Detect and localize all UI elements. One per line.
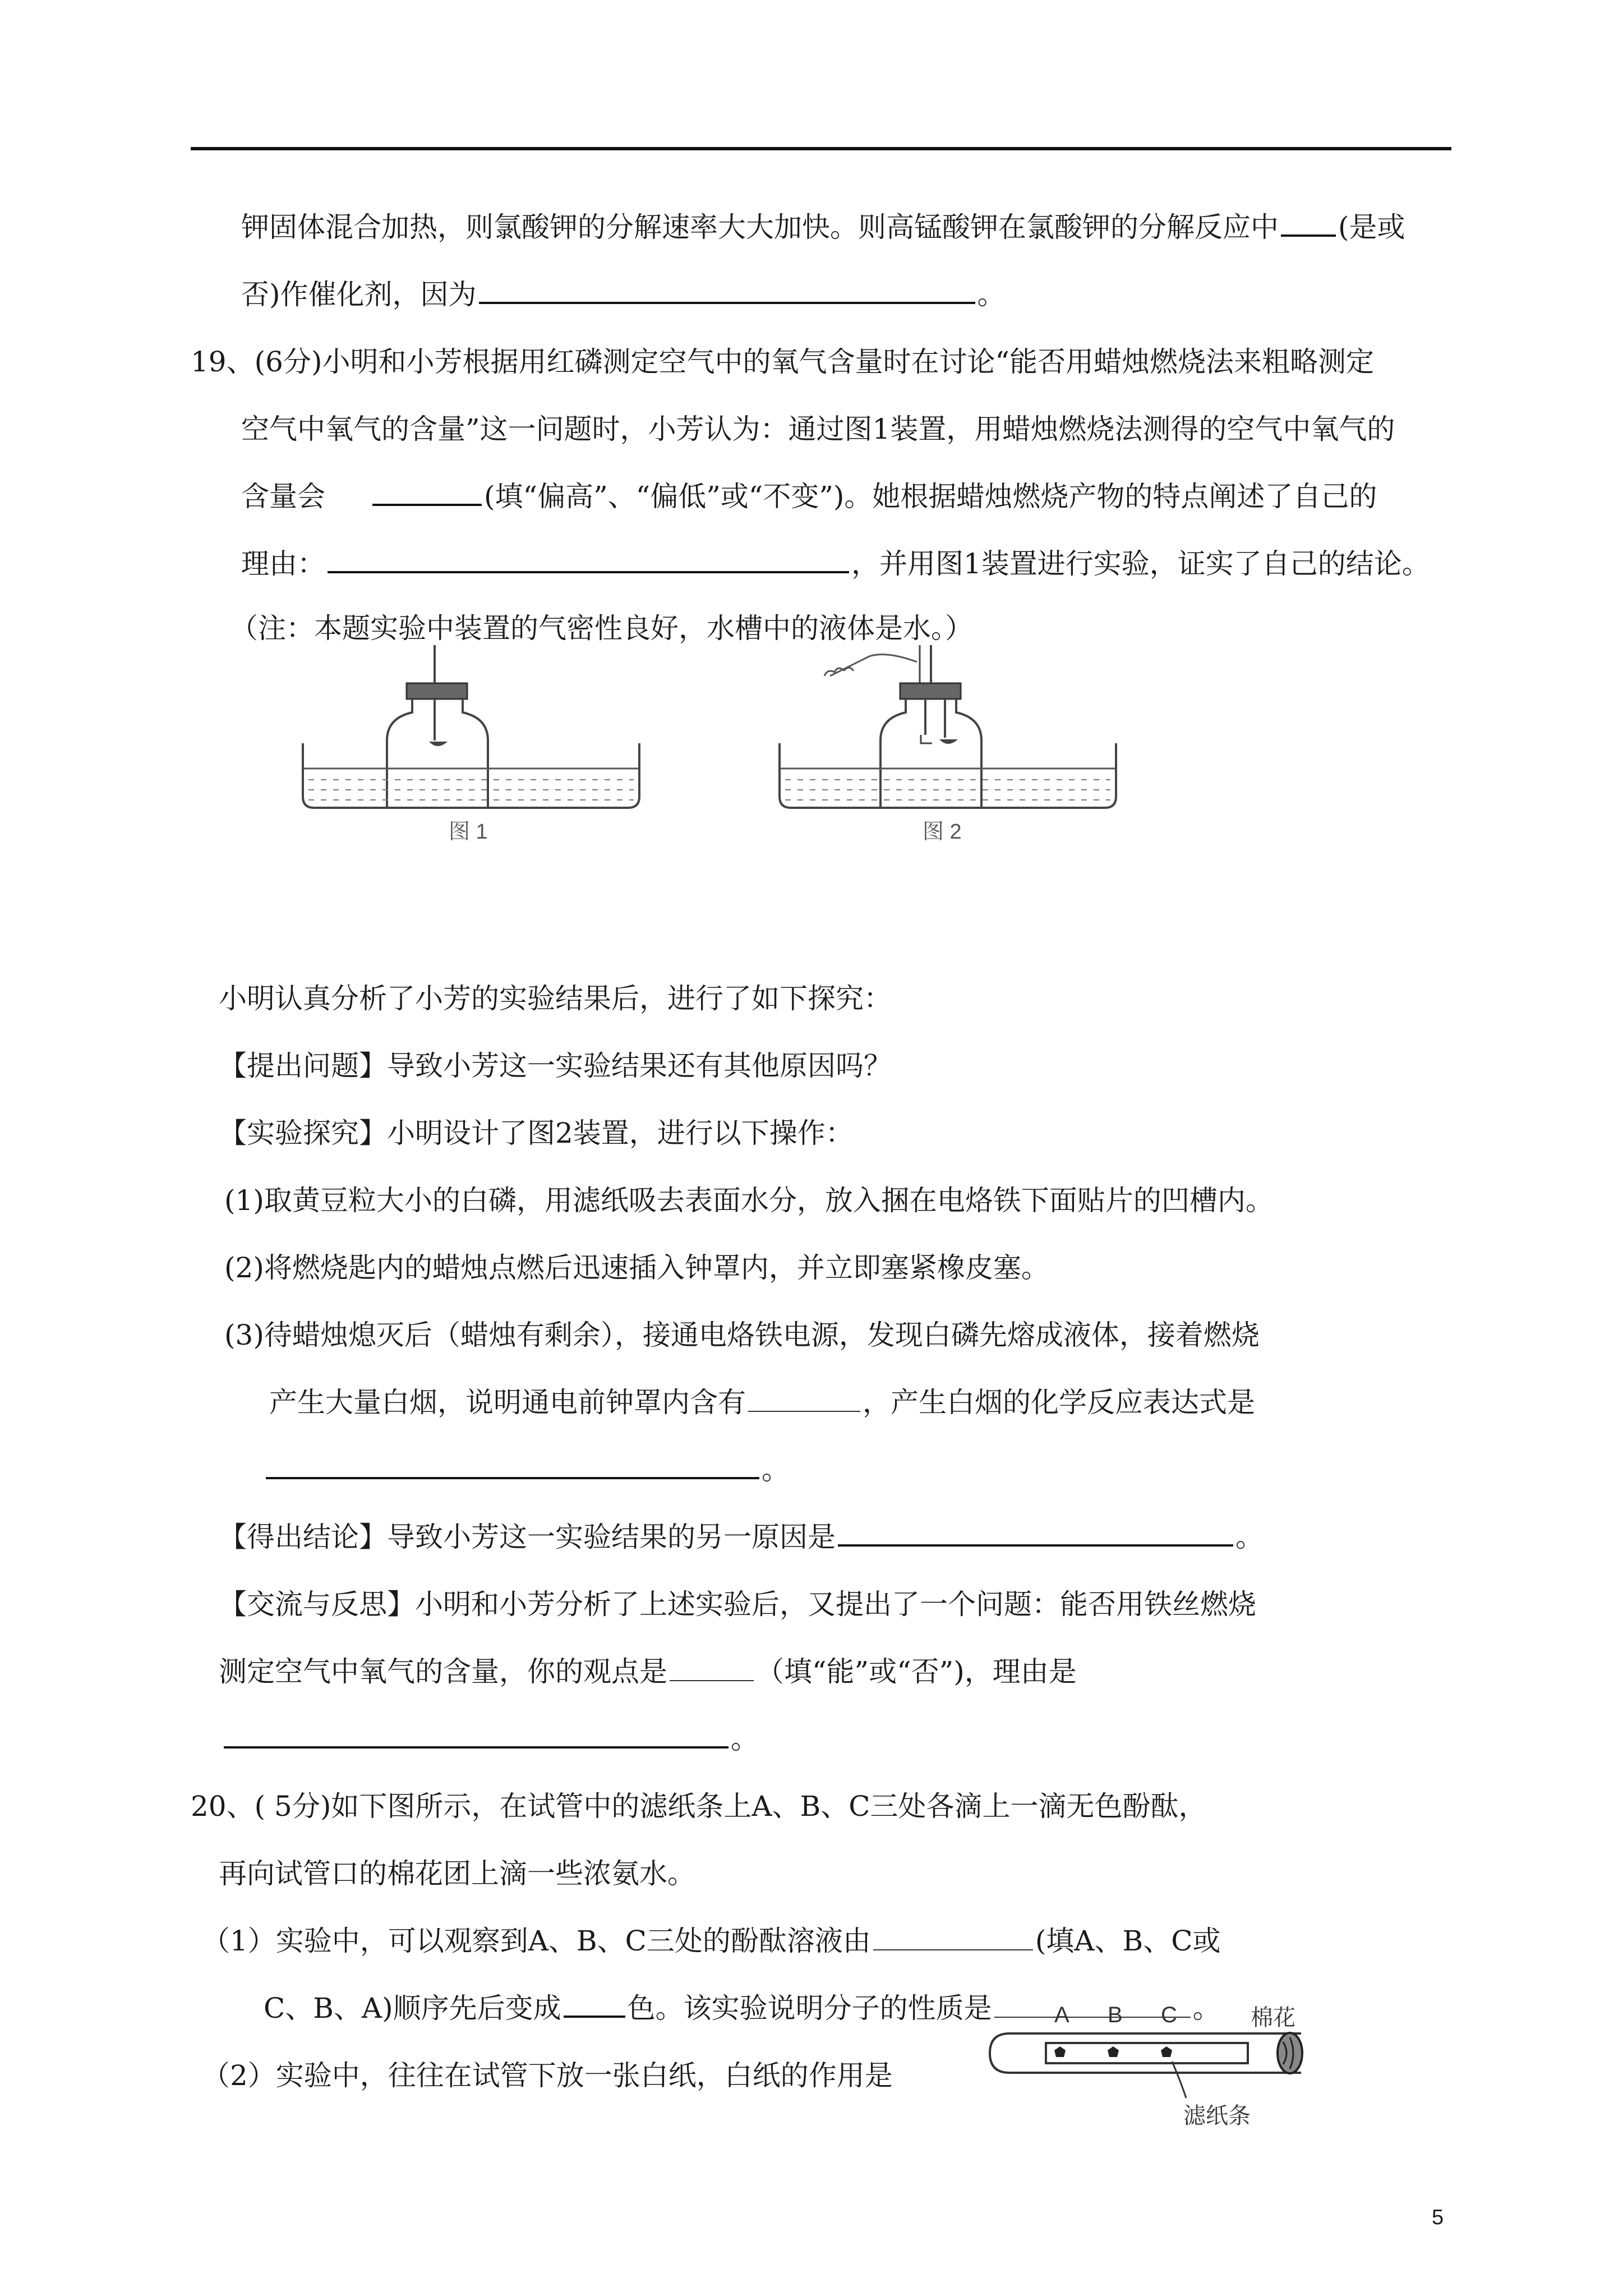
- text-line: 钾固体混合加热，则氯酸钾的分解速率大大加快。则高锰酸钾在氯酸钾的分解反应中 (是或: [241, 211, 1405, 243]
- text-line: 产生大量白烟，说明通电前钟罩内含有 ，产生白烟的化学反应表达式是: [269, 1386, 1255, 1419]
- step-2: (2)将燃烧匙内的蜡烛点燃后迅速插入钟罩内，并立即塞紧橡皮塞。: [224, 1251, 1049, 1284]
- text-line: 。: [264, 1450, 790, 1489]
- text-line: 小明认真分析了小芳的实验结果后，进行了如下探究：: [219, 982, 892, 1015]
- figure-1-caption: 图 1: [449, 820, 488, 844]
- section-heading: 【提出问题】导致小芳这一实验结果还有其他原因吗？: [219, 1050, 892, 1082]
- section-heading: 【实验探究】小明设计了图2装置，进行以下操作：: [219, 1117, 854, 1149]
- cotton-label: 棉花: [1251, 2005, 1295, 2030]
- figure-2-caption: 图 2: [923, 820, 962, 844]
- text-line: （1）实验中，可以观察到A、B、C三处的酚酞溶液由 (填A、B、C或: [202, 1925, 1221, 1957]
- question-20-title: 20、( 5分)如下图所示，在试管中的滤纸条上A、B、C三处各滴上一滴无色酚酞，: [191, 1790, 1207, 1823]
- text-line: 否)作催化剂，因为 。: [241, 278, 1006, 311]
- text-line: 空气中氧气的含量”这一问题时，小芳认为：通过图1装置，用蜡烛燃烧法测得的空气中氧气的: [241, 413, 1395, 445]
- step-1: (1)取黄豆粒大小的白磷，用滤纸吸去表面水分，放入捆在电烙铁下面贴片的凹槽内。: [224, 1184, 1274, 1217]
- section-heading: 【得出结论】导致小芳这一实验结果的另一原因是 。: [219, 1521, 1264, 1553]
- note: （注：本题实验中装置的气密性良好，水槽中的液体是水。）: [230, 612, 973, 645]
- step-3: (3)待蜡烛熄灭后（蜡烛有剩余），接通电烙铁电源，发现白磷先熔成液体，接着燃烧: [224, 1319, 1260, 1351]
- figure-2-apparatus: [774, 645, 1122, 853]
- text-line: 理由： ，并用图1装置进行实验，证实了自己的结论。: [241, 547, 1430, 580]
- text-line: 。: [222, 1719, 759, 1759]
- section-heading: 【交流与反思】小明和小芳分析了上述实验后，又提出了一个问题：能否用铁丝燃烧: [219, 1588, 1256, 1621]
- text-line: 测定空气中氧气的含量，你的观点是 （填“能”或“否”)，理由是: [219, 1655, 1077, 1688]
- text-line: （2）实验中，往往在试管下放一张白纸，白纸的作用是: [202, 2059, 893, 2092]
- page-number: 5: [1432, 2206, 1444, 2229]
- header-rule: [191, 147, 1451, 150]
- text-line: 含量会 (填“偏高”、“偏低”或“不变”)。她根据蜡烛燃烧产物的特点阐述了自己的: [241, 480, 1377, 513]
- text-line: C、B、A)顺序先后变成 色。该实验说明分子的性质是 。: [264, 1992, 1221, 2024]
- figure-1-apparatus: [297, 645, 645, 853]
- text-line: 再向试管口的棉花团上滴一些浓氨水。: [219, 1857, 695, 1890]
- label-a: A: [1054, 2003, 1069, 2027]
- question-19-title: 19、(6分)小明和小芳根据用红磷测定空气中的氧气含量时在讨论“能否用蜡烛燃烧法来粗略测定: [191, 346, 1375, 378]
- filter-strip-label: 滤纸条: [1183, 2104, 1251, 2128]
- label-b: B: [1108, 2003, 1123, 2027]
- label-c: C: [1161, 2003, 1177, 2027]
- test-tube-figure: [987, 1997, 1324, 2143]
